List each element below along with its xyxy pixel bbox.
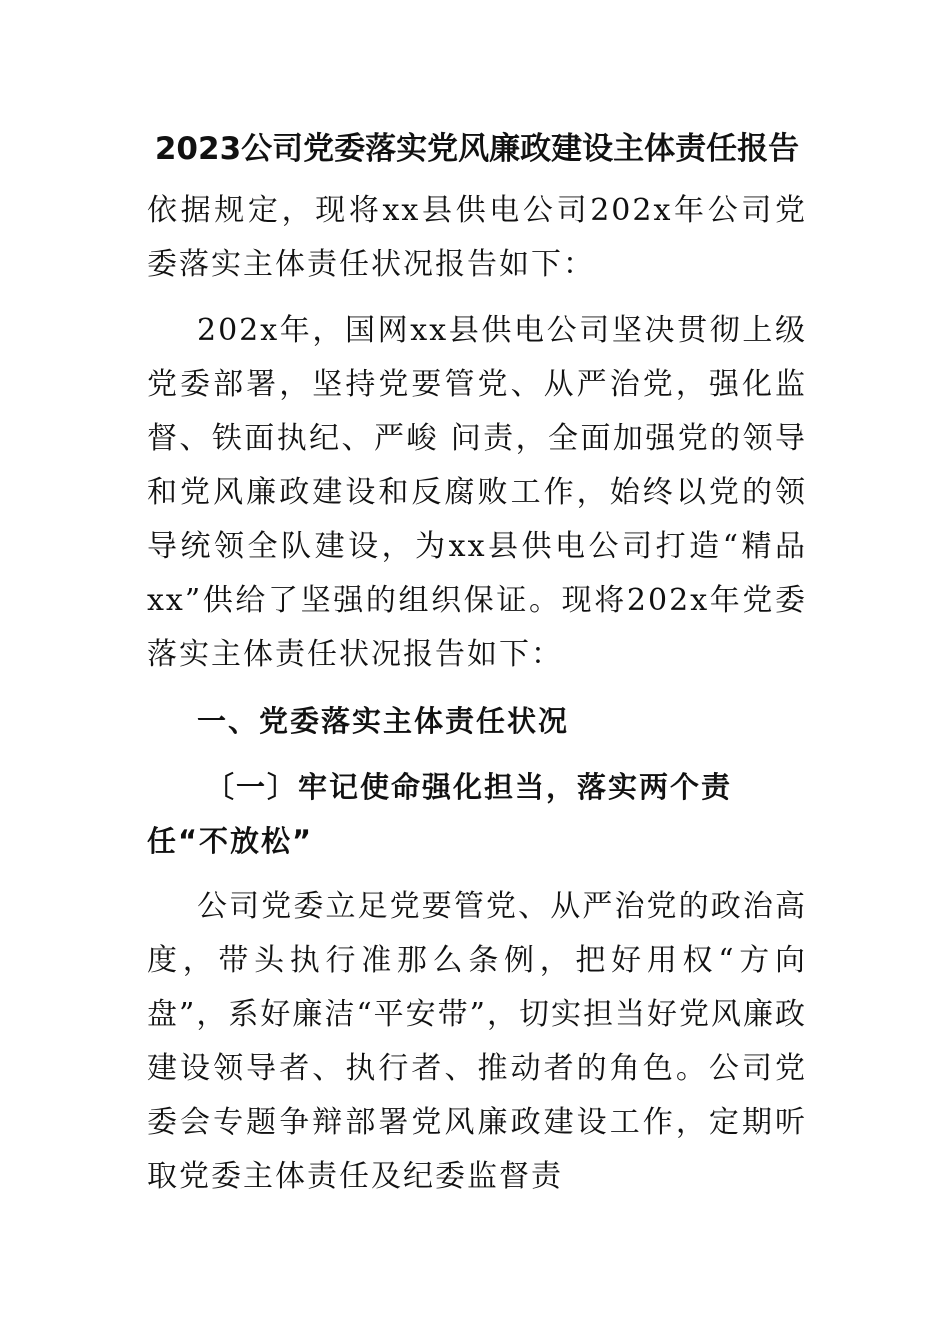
subsection-heading-1: 〔一〕牢记使命强化担当，落实两个责任“不放松”	[147, 770, 733, 858]
document-body	[147, 126, 807, 1204]
document-title: 2023公司党委落实党风廉政建设主体责任报告	[154, 131, 800, 167]
body-paragraph-1: 202x年，国网xx县供电公司坚决贯彻上级党委部署，坚持党要管党、从严治党，强化监督、铁面执纪、严峻 问责，全面加强党的领导和党风廉政建设和反腐败工作，始终以党的领导统领全队建设，为xx县供电公司打造“精品xx”供给了坚强的组织保证。现将202x年党委落实主体责任状况报告如下：	[147, 313, 807, 672]
section-heading-1: 一、党委落实主体责任状况	[197, 704, 570, 738]
body-paragraph-2: 公司党委立足党要管党、从严治党的政治高度，带头执行准那么条例，把好用权“方向盘”，系好廉洁“平安带”，切实担当好党风廉政建设领导者、执行者、推动者的角色。公司党委会专题争辩部署党风廉政建设工作，定期听取党委主体责任及纪委监督责	[147, 889, 808, 1194]
intro-paragraph: 依据规定，现将xx县供电公司202x年公司党委落实主体责任状况报告如下：	[147, 193, 807, 282]
